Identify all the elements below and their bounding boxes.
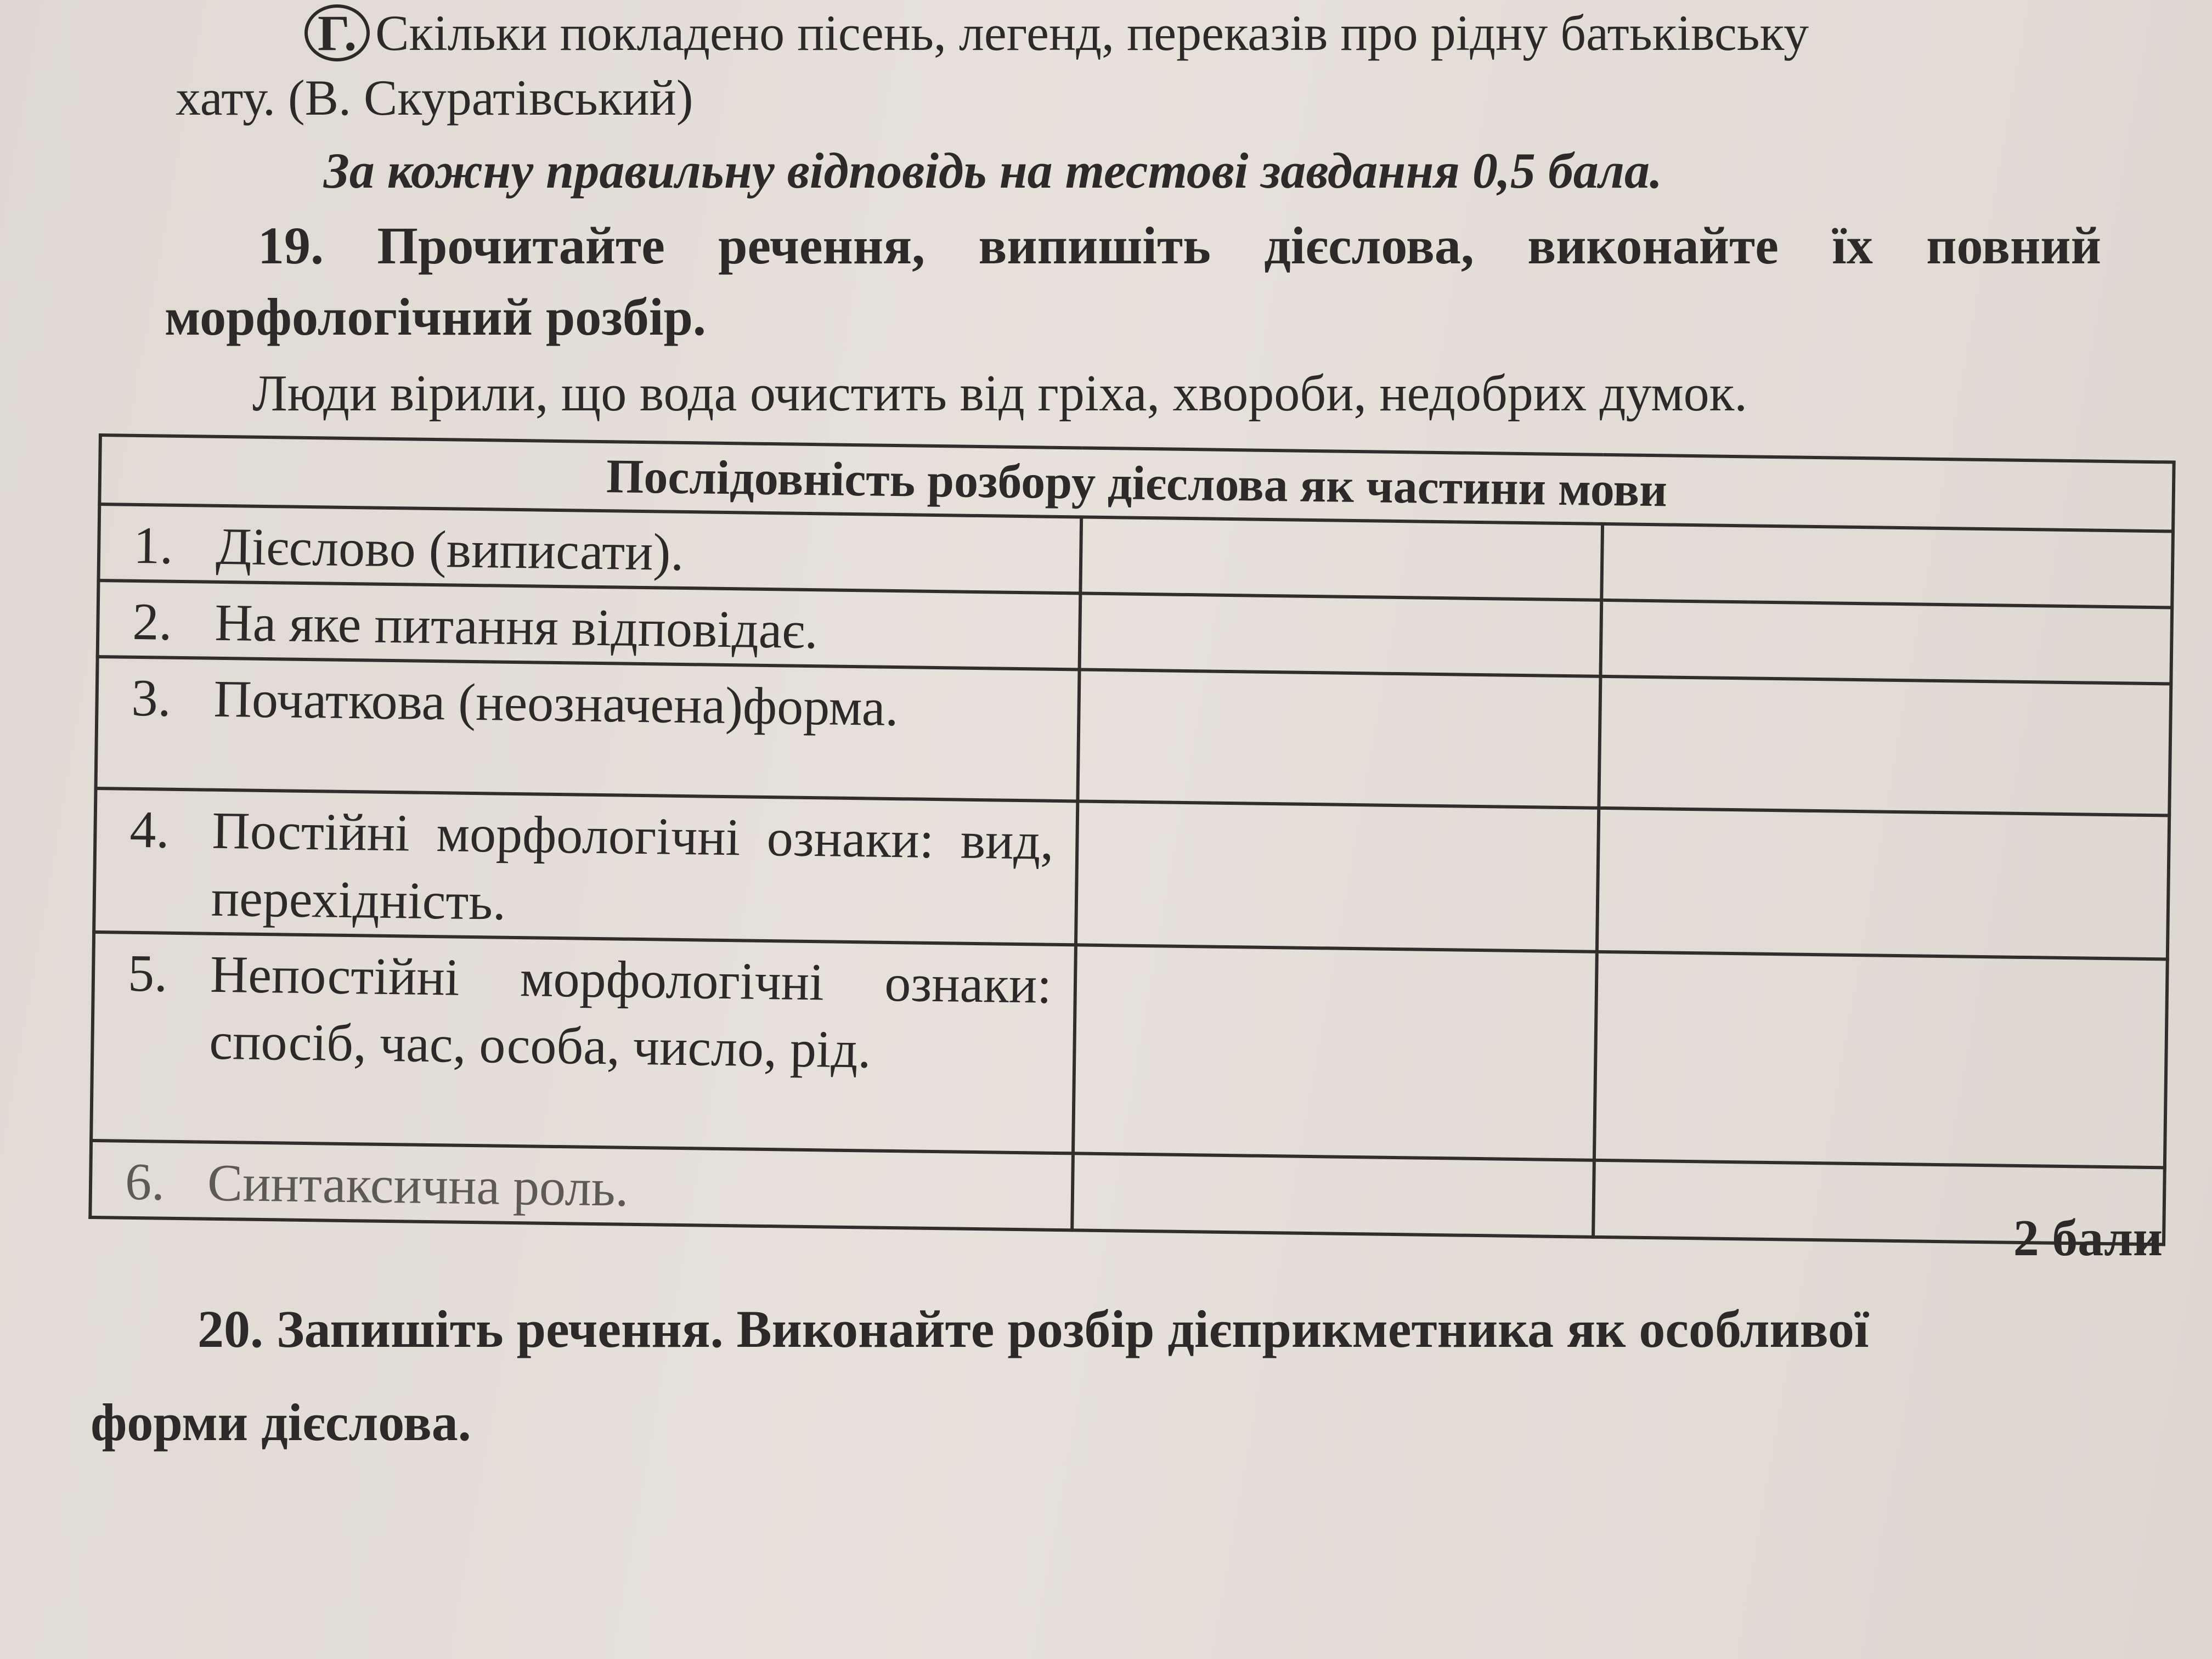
row-number: 2.	[132, 591, 173, 651]
table-label-cell	[91, 932, 1076, 1153]
task-19-word: речення,	[718, 216, 926, 275]
task-20-heading-text: 20. Запишіть речення. Виконайте розбір дієприкметника як особливої	[198, 1300, 1869, 1358]
task-20-heading-line-1	[198, 1300, 1869, 1358]
row-label-text: Початкова (неозначена)форма.	[213, 669, 899, 737]
quote-text: Скільки покладено пісень, легенд, переказів про рідну батьківську	[375, 5, 1809, 61]
table-label-cell	[90, 1140, 1073, 1229]
row-number: 1.	[133, 515, 174, 575]
task-20-heading-line-2	[91, 1393, 471, 1452]
row-number: 5.	[127, 943, 168, 1003]
answer-cell-verb-1[interactable]	[1080, 593, 1602, 676]
table-label-cell	[98, 580, 1081, 669]
table-row	[94, 788, 2169, 959]
scoring-note-text: За кожну правильну відповідь на тестові завдання 0,5 бала.	[324, 143, 1663, 199]
task-19-word: дієслова,	[1264, 216, 1474, 275]
verb-parse-table-wrapper	[88, 433, 2172, 1239]
table-title: Послідовність розбору дієслова як частини мови	[99, 435, 2174, 531]
quote-author: хату. (В. Скуратівський)	[176, 70, 693, 126]
table-row	[91, 932, 2168, 1167]
variant-letter-badge: Г.	[304, 4, 370, 61]
answer-cell-verb-2[interactable]	[1600, 600, 2172, 684]
answer-cell-verb-1[interactable]	[1076, 801, 1599, 951]
row-label-text: Синтаксична роль.	[207, 1153, 629, 1217]
row-label-text: Дієслово (виписати).	[215, 516, 685, 582]
answer-cell-verb-2[interactable]	[1597, 808, 2169, 959]
answer-cell-verb-1[interactable]	[1073, 945, 1597, 1160]
sentence-text: Люди вірили, що вода очистить від гріха, хвороби, недобрих думок.	[252, 365, 1747, 422]
table-label-cell	[94, 788, 1077, 945]
row-number: 4.	[129, 799, 170, 859]
task-19-word: Прочитайте	[377, 216, 665, 275]
task-19-word: їх	[1832, 216, 1873, 275]
answer-cell-verb-1[interactable]	[1072, 1153, 1594, 1237]
task-19-heading-end: морфологічний розбір.	[165, 287, 706, 346]
verb-parse-table	[88, 433, 2175, 1246]
task-19-sentence	[252, 365, 1747, 422]
task-19-word: 19.	[258, 216, 324, 275]
row-label-text: На яке питання відповідає.	[214, 592, 819, 660]
row-number: 6.	[125, 1152, 165, 1211]
task-20-heading-end: форми дієслова.	[91, 1393, 471, 1452]
task-19-word: повний	[1926, 216, 2101, 275]
row-label-text: Постійні морфологічні ознаки: вид, перехідність.	[211, 800, 1054, 931]
task-19-heading-line-1	[258, 216, 2101, 275]
row-label-text: Непостійні морфологічні ознаки: спосіб, час, особа, число, рід.	[208, 944, 1052, 1079]
row-number: 3.	[131, 668, 172, 727]
task-19-word: виконайте	[1527, 216, 1779, 275]
task-19-word: випишіть	[978, 216, 1211, 275]
task-19-heading-line-2	[165, 287, 706, 346]
score-label: 2 бали	[2013, 1210, 2163, 1267]
table-row	[96, 657, 2171, 815]
answer-cell-verb-1[interactable]	[1080, 517, 1602, 600]
answer-cell-verb-2[interactable]	[1599, 676, 2171, 816]
scoring-note	[324, 143, 1663, 199]
table-label-cell	[96, 657, 1080, 801]
quote-line-1	[304, 4, 1809, 61]
answer-cell-verb-2[interactable]	[1594, 951, 2168, 1167]
answer-cell-verb-1[interactable]	[1077, 669, 1600, 808]
quote-line-2	[176, 70, 693, 126]
answer-cell-verb-2[interactable]	[1601, 524, 2173, 607]
table-label-cell	[98, 504, 1081, 593]
